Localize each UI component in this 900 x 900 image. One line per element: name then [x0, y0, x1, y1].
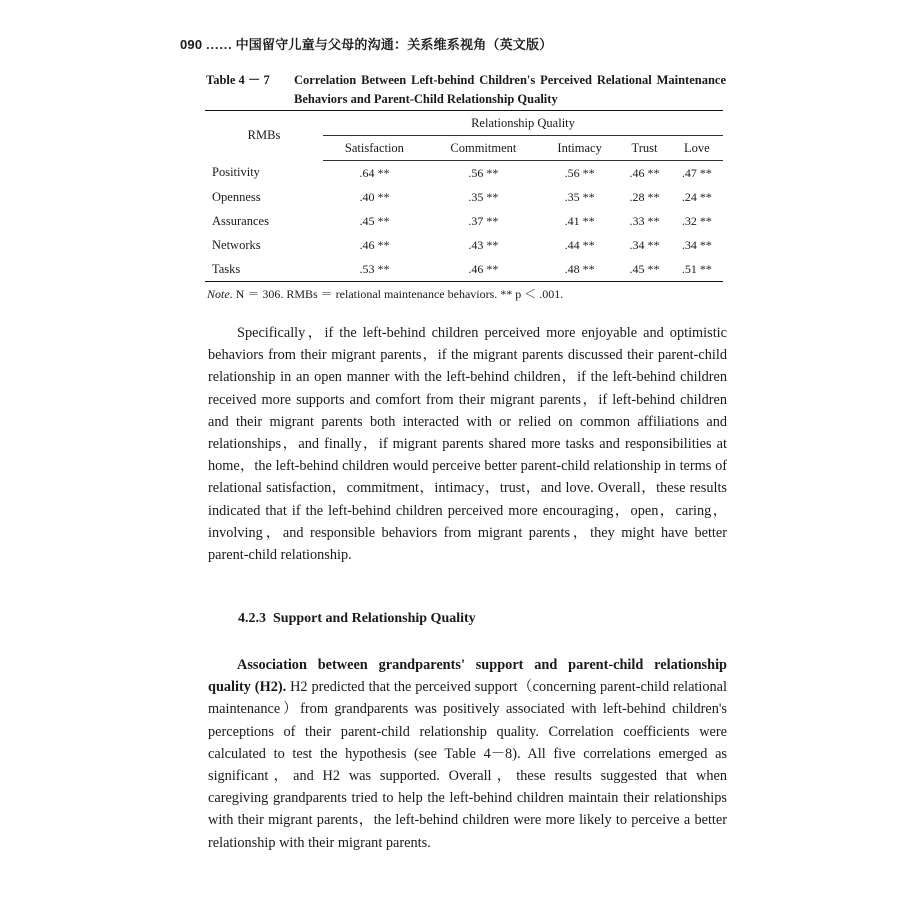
- table-cell: .40 **: [359, 189, 390, 204]
- table-cell: .44 **: [564, 237, 595, 252]
- table-cell: .56 **: [468, 165, 499, 180]
- table-row: [205, 233, 723, 257]
- table-cell: .35 **: [468, 189, 499, 204]
- row-label: Positivity: [212, 165, 260, 180]
- table-cell: .53 **: [323, 257, 426, 282]
- section-title: Support and Relationship Quality: [273, 611, 476, 626]
- book-title: …… 中国留守儿童与父母的沟通：关系维系视角（英文版）: [205, 37, 553, 52]
- table-note: [207, 285, 563, 302]
- table-cell: .48 **: [541, 257, 618, 282]
- note-label: Note: [207, 287, 230, 301]
- table-cell: .56 **: [564, 165, 595, 180]
- table-row: [205, 257, 723, 282]
- column-header: Satisfaction: [323, 136, 426, 161]
- table-cell: .46 **: [426, 257, 541, 282]
- table-cell: .41 **: [564, 213, 595, 228]
- column-header: Commitment: [426, 136, 541, 161]
- table-cell: .24 **: [681, 189, 712, 204]
- row-label: Tasks: [205, 257, 323, 282]
- section-heading: [238, 611, 476, 627]
- table-cell: .43 **: [468, 237, 499, 252]
- group-header: Relationship Quality: [323, 111, 723, 136]
- page-number: 090: [180, 37, 203, 52]
- table-cell: .46 **: [629, 165, 660, 180]
- table-cell: .34 **: [629, 237, 660, 252]
- paragraph-lead: Association between grandparents' support and parent-child relationship quality (H2).: [208, 657, 727, 696]
- table-caption: [206, 71, 726, 109]
- column-header: Intimacy: [541, 136, 618, 161]
- body-paragraph: [208, 654, 727, 854]
- table-cell: .45 **: [359, 213, 390, 228]
- table-cell: .51 **: [671, 257, 723, 282]
- table-cell: .45 **: [618, 257, 670, 282]
- table-row: [205, 161, 723, 186]
- row-label: Openness: [212, 189, 261, 204]
- table-cell: .35 **: [564, 189, 595, 204]
- running-head: [180, 34, 552, 53]
- table-cell: .28 **: [629, 189, 660, 204]
- row-label: Networks: [212, 237, 261, 252]
- section-number: 4.2.3: [238, 611, 266, 626]
- row-label: Assurances: [212, 213, 269, 228]
- table-row: [205, 185, 723, 209]
- table-cell: .33 **: [629, 213, 660, 228]
- stub-header: RMBs: [205, 111, 323, 161]
- table-cell: .47 **: [681, 165, 712, 180]
- paragraph-text: H2 predicted that the perceived support（concerning parent-child relational maintenance）from grandparents was positively associated with left-behind children's perceptions of their parent-child relationship quality. Correlation coefficients were calculated to test the hypothesis (see Table 4－8). All five correlations emerged as significant，and H2 was supported. Overall，these results suggested that when caregiving grandparents tried to help the left-behind children maintain their relationships with their migrant parents，the left-behind children were more likely to perceive a better relationship with their migrant parents.: [208, 679, 727, 851]
- table-cell: .64 **: [359, 165, 390, 180]
- column-header: Love: [671, 136, 723, 161]
- table-title: Correlation Between Left-behind Children's Perceived Relational Maintenance Behaviors and Parent-Child Relationship Quality: [294, 73, 726, 106]
- table-cell: .46 **: [359, 237, 390, 252]
- table-cell: .37 **: [468, 213, 499, 228]
- correlation-table: [205, 110, 723, 282]
- column-header: Trust: [618, 136, 670, 161]
- table-label: Table 4 － 7: [206, 73, 270, 87]
- body-paragraph: Specifically，if the left-behind children perceived more enjoyable and optimistic behaviors from their migrant parents，if the migrant parents discussed their parent-child relationship in an open manner with the left-behind children，if the left-behind children received more supports and comfort from their migrant parents，if left-behind children and their migrant parents both interacted with or relied on common affiliations and relationships，and finally，if migrant parents shared more tasks and responsibilities at home，the left-behind children would perceive better parent-child relationship in terms of relational satisfaction，commitment，intimacy，trust，and love. Overall，these results indicated that if the left-behind children perceived more encouraging，open，caring，involving，and responsible behaviors from migrant parents，they might have better parent-child relationship.: [208, 325, 727, 564]
- note-text: . N ＝ 306. RMBs ＝ relational maintenance behaviors. ** p ＜ .001.: [229, 287, 564, 301]
- table-row: [205, 209, 723, 233]
- table-cell: .32 **: [681, 213, 712, 228]
- table-cell: .34 **: [681, 237, 712, 252]
